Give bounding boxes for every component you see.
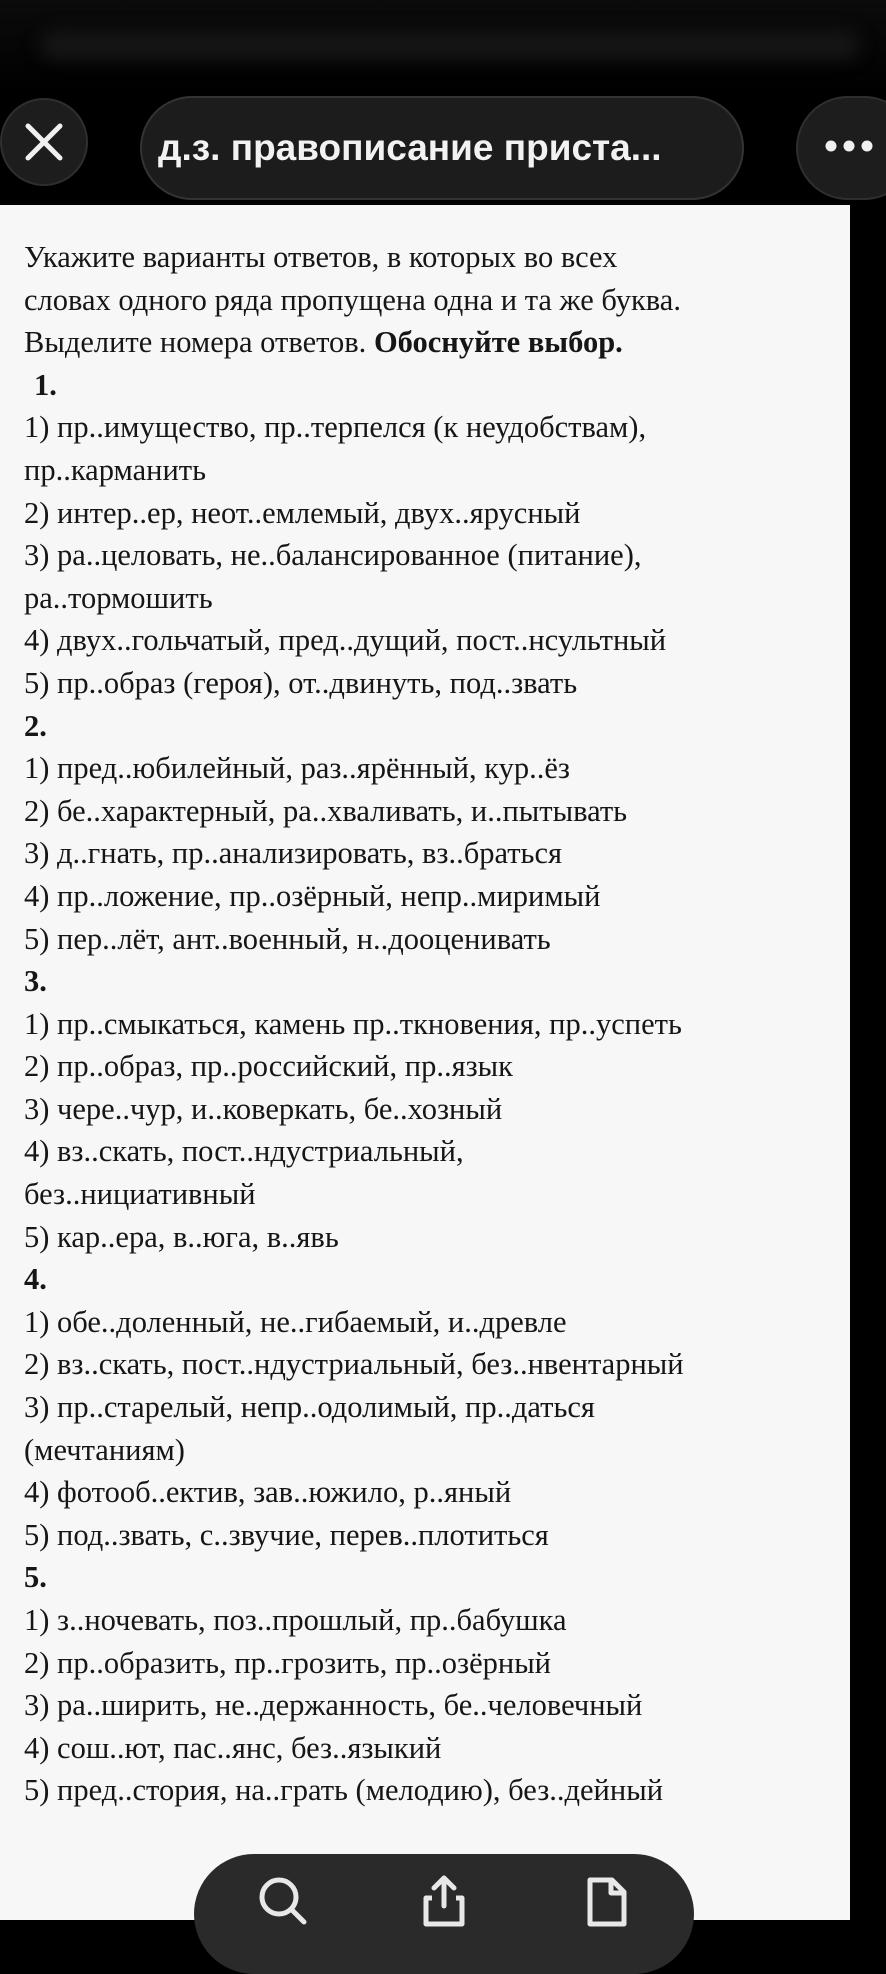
answer-option: 5) под..звать, с..звучие, перев..плотиться [24, 1517, 549, 1552]
answer-option: (мечтаниям) [24, 1432, 185, 1467]
task-number: 4. [24, 1262, 47, 1297]
answer-option: 2) бе..характерный, ра..хваливать, и..пытывать [24, 793, 628, 828]
answer-option: 2) пр..образить, пр..грозить, пр..озёрный [24, 1645, 552, 1680]
answer-option: 5) кар..ера, в..юга, в..явь [24, 1219, 339, 1254]
document-title-pill[interactable] [140, 96, 744, 200]
answer-option: 1) обе..доленный, не..гибаемый, и..древле [24, 1304, 567, 1339]
answer-option: 5) пр..образ (героя), от..двинуть, под..звать [24, 665, 578, 700]
status-bar-blur [40, 30, 860, 60]
answer-option: 3) чере..чур, и..коверкать, бе..хозный [24, 1091, 503, 1126]
intro-text: Выделите номера ответов. [24, 325, 374, 360]
task-number: 3. [24, 964, 47, 999]
close-button[interactable] [0, 98, 88, 186]
answer-option: 3) ра..ширить, не..держанность, бе..человечный [24, 1688, 643, 1723]
answer-option: ра..тормошить [24, 580, 213, 615]
answer-option: пр..карманить [24, 452, 207, 487]
task-number: 5. [24, 1560, 47, 1595]
answer-option: 5) пер..лёт, ант..военный, н..дооценивать [24, 921, 551, 956]
more-options-button[interactable] [796, 96, 886, 200]
bottom-toolbar [194, 1854, 694, 1974]
answer-option: 1) пред..юбилейный, раз..ярённый, кур..ёз [24, 751, 570, 786]
close-icon [22, 120, 66, 164]
answer-option: 1) пр..смыкаться, камень пр..ткновения, пр..успеть [24, 1006, 682, 1041]
intro-line: словах одного ряда пропущена одна и та же буква. [24, 282, 681, 317]
answer-option: 1) з..ночевать, поз..прошлый, пр..бабушка [24, 1603, 567, 1637]
answer-option: 5) пред..стория, на..грать (мелодию), без..дейный [24, 1773, 664, 1808]
more-horizontal-icon [824, 138, 874, 154]
status-bar [0, 0, 886, 92]
answer-option: 4) вз..скать, пост..ндустриальный, [24, 1134, 464, 1169]
document-content [24, 236, 850, 1812]
intro-line: Укажите варианты ответов, в которых во всех [24, 240, 618, 274]
answer-option: 4) сош..ют, пас..янс, без..языкий [24, 1730, 442, 1765]
answer-option: 3) ра..целовать, не..балансированное (питание), [24, 538, 642, 573]
answer-option: 2) вз..скать, пост..ндустриальный, без..нвентарный [24, 1347, 684, 1382]
intro-emphasis: Обоснуйте выбор. [373, 325, 623, 360]
document-title: д.з. правописание приста... [158, 127, 662, 168]
intro-line [24, 321, 850, 364]
task-number: 2. [24, 708, 47, 743]
task-number: 1. [34, 367, 57, 402]
answer-option: 2) пр..образ, пр..российский, пр..язык [24, 1049, 513, 1084]
answer-option: без..нициативный [24, 1177, 256, 1212]
answer-option: 4) двух..гольчатый, пред..дущий, пост..нсультный [24, 623, 667, 658]
answer-option: 4) пр..ложение, пр..озёрный, непр..миримый [24, 878, 601, 913]
answer-option: 3) д..гнать, пр..анализировать, вз..браться [24, 836, 563, 871]
answer-option: 3) пр..старелый, непр..одолимый, пр..даться [24, 1390, 595, 1425]
answer-option: 2) интер..ер, неот..емлемый, двух..ярусный [24, 495, 581, 530]
answer-option: 1) пр..имущество, пр..терпелся (к неудобствам), [24, 410, 647, 445]
answer-option: 4) фотооб..ектив, зав..южило, р..яный [24, 1475, 512, 1510]
